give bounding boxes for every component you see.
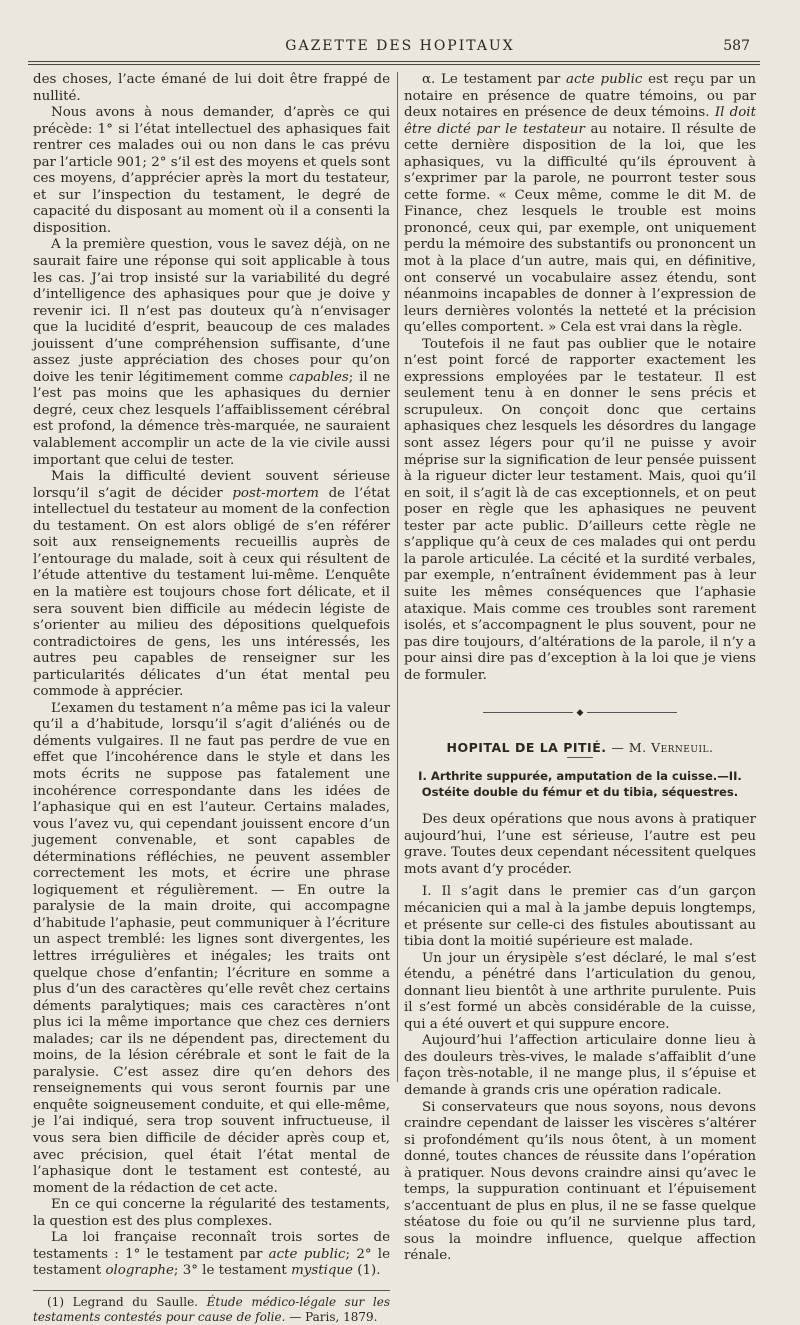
paragraph: I. Il s’agit dans le premier cas d’un garçon mécanicien qui a mal à la jambe depuis longtemps, et présente sur celle-ci des fistules aboutissant au tibia dont la moitié supérieure est malade.	[404, 884, 756, 950]
paragraph: Aujourd’hui l’affection articulaire donne lieu à des douleurs très-vives, le malade s’affaiblit d’une façon très-notable, il ne mange plus, il s’épuise et demande à grands cris une opération radicale.	[404, 1033, 756, 1098]
paragraph: En ce qui concerne la régularité des testaments, la question est des plus complexes.	[33, 1197, 390, 1229]
page-number: 587	[723, 38, 750, 54]
header-rule-top	[28, 61, 760, 62]
header-rule-bottom	[28, 64, 760, 65]
lecture-heading: I. Arthrite suppurée, amputation de la cuisse.—II. Ostéite double du fémur et du tibia, séquestres.	[418, 769, 742, 800]
footnote: (1) Legrand du Saulle. Étude médico-légale sur les testaments contestés pour cause de folie. — Paris, 1879.	[33, 1294, 390, 1324]
section-title: HOPITAL DE LA PITIÉ. — M. Verneuil.	[446, 740, 714, 756]
paragraph: Un jour un érysipèle s’est déclaré, le mal s’est étendu, a pénétré dans l’articulation du genou, donnant lieu bientôt à une arthrite purulente. Puis il s’est formé un abcès considérable de la cuisse, qui a été ouvert et qui suppure encore.	[404, 950, 756, 1032]
left-column	[33, 72, 390, 1325]
paragraph: Des deux opérations que nous avons à pratiquer aujourd’hui, l’une est sérieuse, l’autre est peu grave. Toutes deux cependant nécessitent quelques mots avant d’y procéder.	[404, 812, 756, 877]
ornament-divider: ◆	[404, 702, 756, 718]
footnote-rule	[33, 1290, 390, 1291]
paragraph: L’examen du testament n’a même pas ici la valeur qu’il a d’habitude, lorsqu’il s’agit d’aliénés ou de déments vulgaires. Il ne faut pas perdre de vue en effet que l’incohérence dans le style et dans les mots écrits ne suppose pas fatalement une incohérence correspondante dans les idées de l’aphasique qui en est l’auteur. Certains malades, vous l’avez vu, qui cependant jouissent encore d’un jugement convenable, et sont capables de déterminations réfléchies, ne peuvent assembler correctement les mots, et écrire une phrase logiquement et régulièrement. — En outre la paralysie de la main droite, qui accompagne d’habitude l’aphasie, peut communiquer à l’écriture un aspect tremblé: les lignes sont divergentes, les lettres irrégulières et inégales; les traits ont quelque chose d’enfantin; l’écriture en somme a plus d’un des caractères qu’elle revêt chez certains déments paralytiques; mais ces caractères n’ont plus ici la même importance que chez ces derniers malades; car ils ne dépendent pas, directement du moins, de la lésion cérébrale et sont le fait de la paralysie. C’est assez dire qu’en dehors des renseignements qui vous seront fournis par une enquête soigneusement conduite, et qui elle-même, je l’ai indiqué, sera trop souvent infructueuse, il vous sera bien difficile de décider après coup et, avec précision, quel était l’état mental de l’aphasique dont le testament est contesté, au moment de la rédaction de cet acte.	[33, 700, 390, 1196]
paragraph: A la première question, vous le savez déjà, on ne saurait faire une réponse qui soit applicable à tous les cas. J’ai trop insisté sur la variabilité du degré d’intelligence des aphasiques pour que je doive y revenir ici. Il n’est pas douteux qu’à n’envisager que la lucidité d’esprit, beaucoup de ces malades jouissent d’une compréhension suffisante, d’une assez juste appréciation des choses pour qu’on doive les tenir légitimement comme capables; il ne l’est pas moins que les aphasiques du dernier degré, ceux chez lesquels l’affaiblissement cérébral est profond, la démence très-marquée, ne sauraient valablement accomplir un acte de la vie civile aussi important que celui de tester.	[33, 237, 391, 468]
right-column	[404, 72, 756, 1265]
paragraph: Si conservateurs que nous soyons, nous devons craindre cependant de laisser les viscères s’altérer si profondément qu’ils nous ôtent, à un moment donné, toutes chances de réussite dans l’opération à pratiquer. Nous devons craindre ainsi qu’avec le temps, la suppuration continuant et l’épuisement s’accentuant de plus en plus, il ne se fasse quelque stéatose du foie ou qu’il ne survienne plus tard, sous la moindre influence, quelque affection rénale.	[404, 1099, 756, 1264]
paragraph: Mais la difficulté devient souvent sérieuse lorsqu’il s’agit de décider post-mortem de l’état intellectuel du testateur au moment de la confection du testament. On est alors obligé de s’en référer soit aux renseignements recueillis auprès de l’entourage du malade, soit à ceux qui résultent de l’étude attentive du testament lui-même. L’enquête en la matière est toujours chose fort délicate, et il sera souvent bien difficile au médecin légiste de s’orienter au milieu des dépositions quelquefois contradictoires de gens, les uns intéressés, les autres peu capables de renseigner sur les particularités délicates d’un état mental peu commode à apprécier.	[33, 469, 390, 700]
paragraph: La loi française reconnaît trois sortes de testaments : 1° le testament par acte public; 2° le testament olographe; 3° le testament mystique (1).	[33, 1230, 390, 1279]
title-rule	[567, 757, 593, 758]
journal-title: GAZETTE DES HOPITAUX	[285, 38, 515, 54]
column-divider	[397, 72, 398, 1082]
running-header	[0, 38, 800, 60]
paragraph: Nous avons à nous demander, d’après ce qui précède: 1° si l’état intellectuel des aphasiques fait rentrer ces malades oui ou non dans le cas prévu par l’article 901; 2° s’il est des moyens et quels sont ces moyens, d’apprécier après la mort du testateur, et sur l’inspection du testament, le degré de capacité du disposant au moment où il a consenti la disposition.	[33, 105, 390, 236]
paragraph: α. Le testament par acte public est reçu par un notaire en présence de quatre témoins, ou par deux notaires en présence de deux témoins. Il doit être dicté par le testateur au notaire. Il résulte de cette dernière disposition de la loi, que les aphasiques, vu la difficulté qu’ils éprouvent à s’exprimer par la parole, ne pourront tester sous cette forme. « Ceux même, comme le dit M. de Finance, chez lesquels le trouble est moins prononcé, ceux qui, par exemple, ont uniquement perdu la mémoire des substantifs ou prononcent un mot à la place d’un autre, mais qui, en définitive, ont conservé un vocabulaire assez étendu, sont néanmoins incapables de donner à l’expression de leurs dernières volontés la netteté et la précision qu’elles comportent. » Cela est vrai dans la règle.	[404, 72, 756, 336]
paragraph: Toutefois il ne faut pas oublier que le notaire n’est point forcé de rapporter exactement les expressions employées par le testateur. Il est seulement tenu à en donner le sens précis et scrupuleux. On conçoit donc que certains aphasiques chez lesquels les désordres du langage sont assez légers pour qu’il ne puisse y avoir méprise sur la signification de leur pensée puissent à la rigueur dicter leur testament. Mais, quoi qu’il en soit, il s’agit là de cas exceptionnels, et on peut poser en règle que les aphasiques ne peuvent tester par acte public. D’ailleurs cette règle ne s’applique qu’à ceux de ces malades qui ont perdu la parole articulée. La cécité et la surdité verbales, par exemple, n’entraînent évidemment pas à leur suite les mêmes conséquences que l’aphasie ataxique. Mais comme ces troubles sont rarement isolés, et s’accompagnent le plus souvent, pour ne pas dire toujours, d’altérations de la parole, il n’y a pour ainsi dire pas d’exception à la loi que je viens de formuler.	[404, 336, 756, 683]
paragraph: des choses, l’acte émané de lui doit être frappé de nullité.	[33, 72, 390, 104]
